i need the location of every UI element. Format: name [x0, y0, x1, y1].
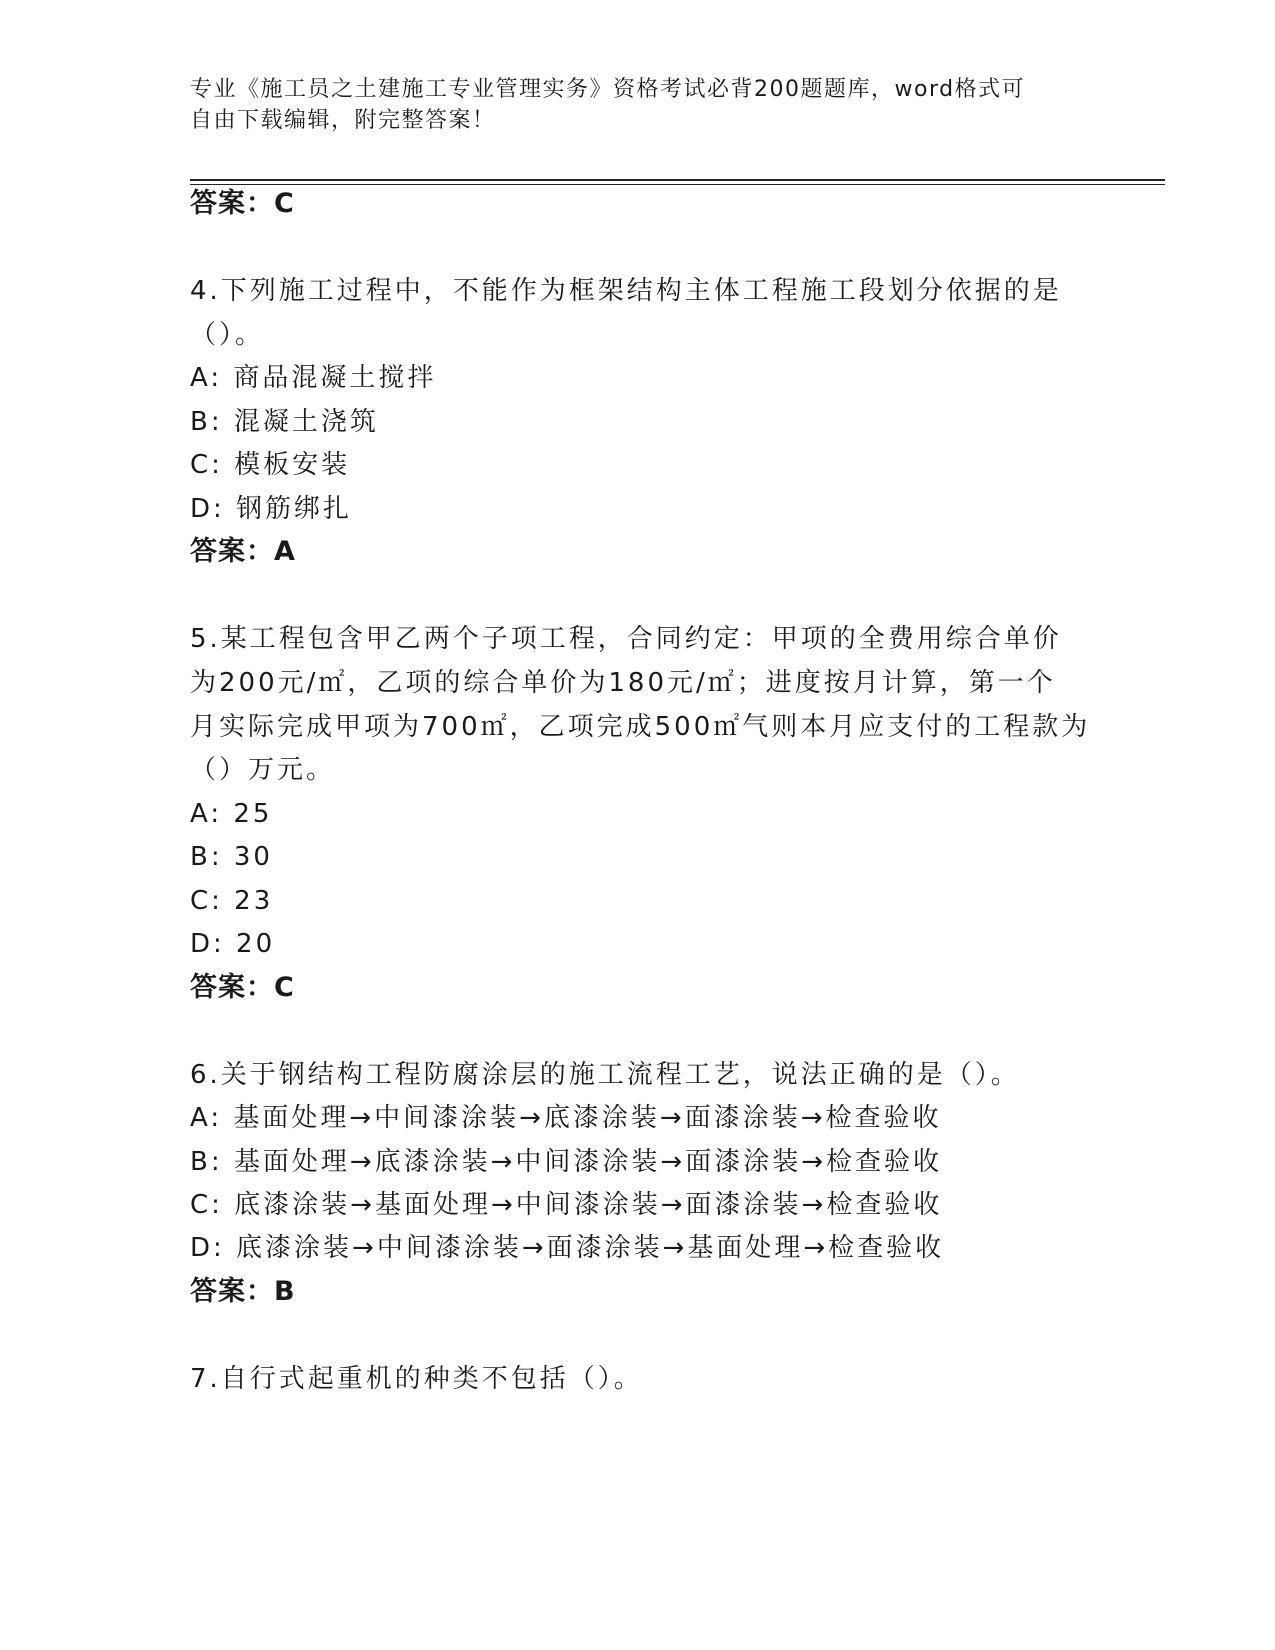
header-line-2: 自由下载编辑，附完整答案！	[190, 108, 496, 133]
q7-stem-line-1: 7.自行式起重机的种类不包括（）。	[190, 1364, 643, 1394]
q6-option-a: A: 基面处理→中间漆涂装→底漆涂装→面漆涂装→检查验收	[190, 1103, 942, 1133]
q5-option-b: B: 30	[190, 842, 273, 872]
q5-option-d: D: 20	[190, 929, 276, 959]
q6-option-d: D: 底漆涂装→中间漆涂装→面漆涂装→基面处理→检查验收	[190, 1233, 945, 1263]
q5-stem-line-2: 为200元/㎡，乙项的综合单价为180元/㎡；进度按月计算，第一个	[190, 668, 1056, 698]
q4-option-c: C: 模板安装	[190, 450, 351, 480]
q4-stem-line-1: 4.下列施工过程中，不能作为框架结构主体工程施工段划分依据的是	[190, 276, 1062, 306]
header-divider-thin	[190, 184, 1165, 185]
header-divider-thick	[190, 179, 1165, 181]
q4-option-b: B: 混凝土浇筑	[190, 407, 379, 437]
q6-option-b: B: 基面处理→底漆涂装→中间漆涂装→面漆涂装→检查验收	[190, 1147, 943, 1177]
q4-option-d: D: 钢筋绑扎	[190, 494, 353, 524]
q5-stem-line-3: 月实际完成甲项为700㎡，乙项完成500㎡气则本月应支付的工程款为	[190, 712, 1091, 742]
q5-option-c: C: 23	[190, 886, 274, 916]
q6-stem-line-1: 6.关于钢结构工程防腐涂层的施工流程工艺，说法正确的是（）。	[190, 1060, 1020, 1090]
q5-stem-line-1: 5.某工程包含甲乙两个子项工程，合同约定：甲项的全费用综合单价	[190, 624, 1062, 654]
header-line-1: 专业《施工员之土建施工专业管理实务》资格考试必背200题题库，word格式可	[190, 77, 1026, 102]
q5-stem-line-4: （）万元。	[190, 755, 336, 785]
q6-option-c: C: 底漆涂装→基面处理→中间漆涂装→面漆涂装→检查验收	[190, 1190, 943, 1220]
q4-answer: 答案：A	[190, 536, 296, 567]
q6-answer: 答案：B	[190, 1276, 296, 1307]
q4-option-a: A: 商品混凝土搅拌	[190, 363, 437, 393]
previous-answer: 答案：C	[190, 188, 295, 219]
q5-answer: 答案：C	[190, 972, 295, 1003]
document-header	[190, 74, 1090, 136]
q5-option-a: A: 25	[190, 799, 273, 829]
q4-stem-line-2: （）。	[190, 320, 265, 350]
